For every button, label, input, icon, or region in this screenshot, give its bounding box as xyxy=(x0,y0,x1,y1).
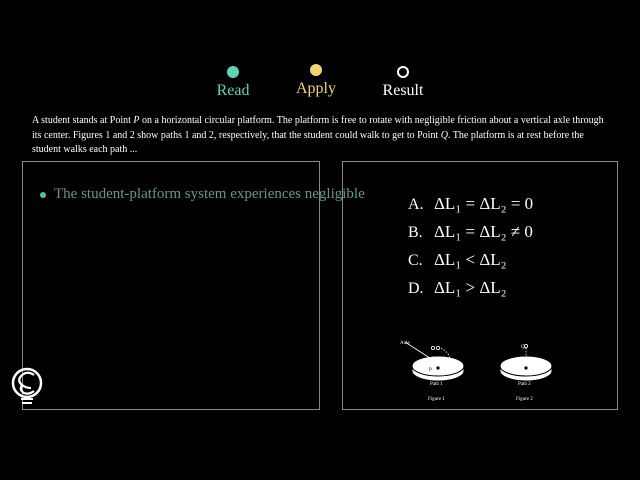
svg-text:Axle: Axle xyxy=(400,341,410,346)
bullet-text: The student-platform system experiences negligible xyxy=(54,186,365,202)
figure-2 xyxy=(500,344,552,402)
step-read-dot-icon xyxy=(227,66,239,78)
step-apply-dot-icon xyxy=(310,64,322,76)
svg-text:Figure 2: Figure 2 xyxy=(516,397,533,402)
step-result-label: Result xyxy=(382,82,424,99)
choice-d[interactable]: D. ΔL₁ > ΔL₂ xyxy=(408,278,507,297)
svg-text:Path 2: Path 2 xyxy=(518,382,531,387)
step-apply[interactable] xyxy=(276,64,356,98)
svg-text:Q: Q xyxy=(521,345,525,350)
bullet-dot-icon xyxy=(40,192,46,198)
step-result[interactable] xyxy=(363,66,443,100)
step-apply-label: Apply xyxy=(296,80,336,97)
answer-choices xyxy=(408,190,533,302)
svg-text:P: P xyxy=(429,368,432,373)
step-read-label: Read xyxy=(216,82,250,99)
svg-text:Figure 1: Figure 1 xyxy=(428,397,445,402)
choice-a[interactable]: A. ΔL₁ = ΔL₂ = 0 xyxy=(408,194,534,213)
step-result-dot-icon xyxy=(397,66,409,78)
platform-figures xyxy=(395,338,575,406)
problem-statement: A student stands at Point P on a horizontal circular platform. The platform is free to rotate with negligible friction about a vertical axle through its center. Figures 1 and 2 show paths 1 and 2, respectively, that the student could walk to get to Point Q. The platform is at rest before the student walks each path ... xyxy=(32,115,604,155)
svg-text:Path 1: Path 1 xyxy=(430,382,443,387)
figure-1 xyxy=(400,341,464,402)
bullet-point xyxy=(40,186,420,203)
step-read[interactable] xyxy=(193,66,273,100)
cs-lightbulb-logo-icon xyxy=(10,366,44,408)
choice-b[interactable]: B. ΔL₁ = ΔL₂ ≠ 0 xyxy=(408,222,533,241)
choice-c[interactable]: C. ΔL₁ < ΔL₂ xyxy=(408,250,507,269)
